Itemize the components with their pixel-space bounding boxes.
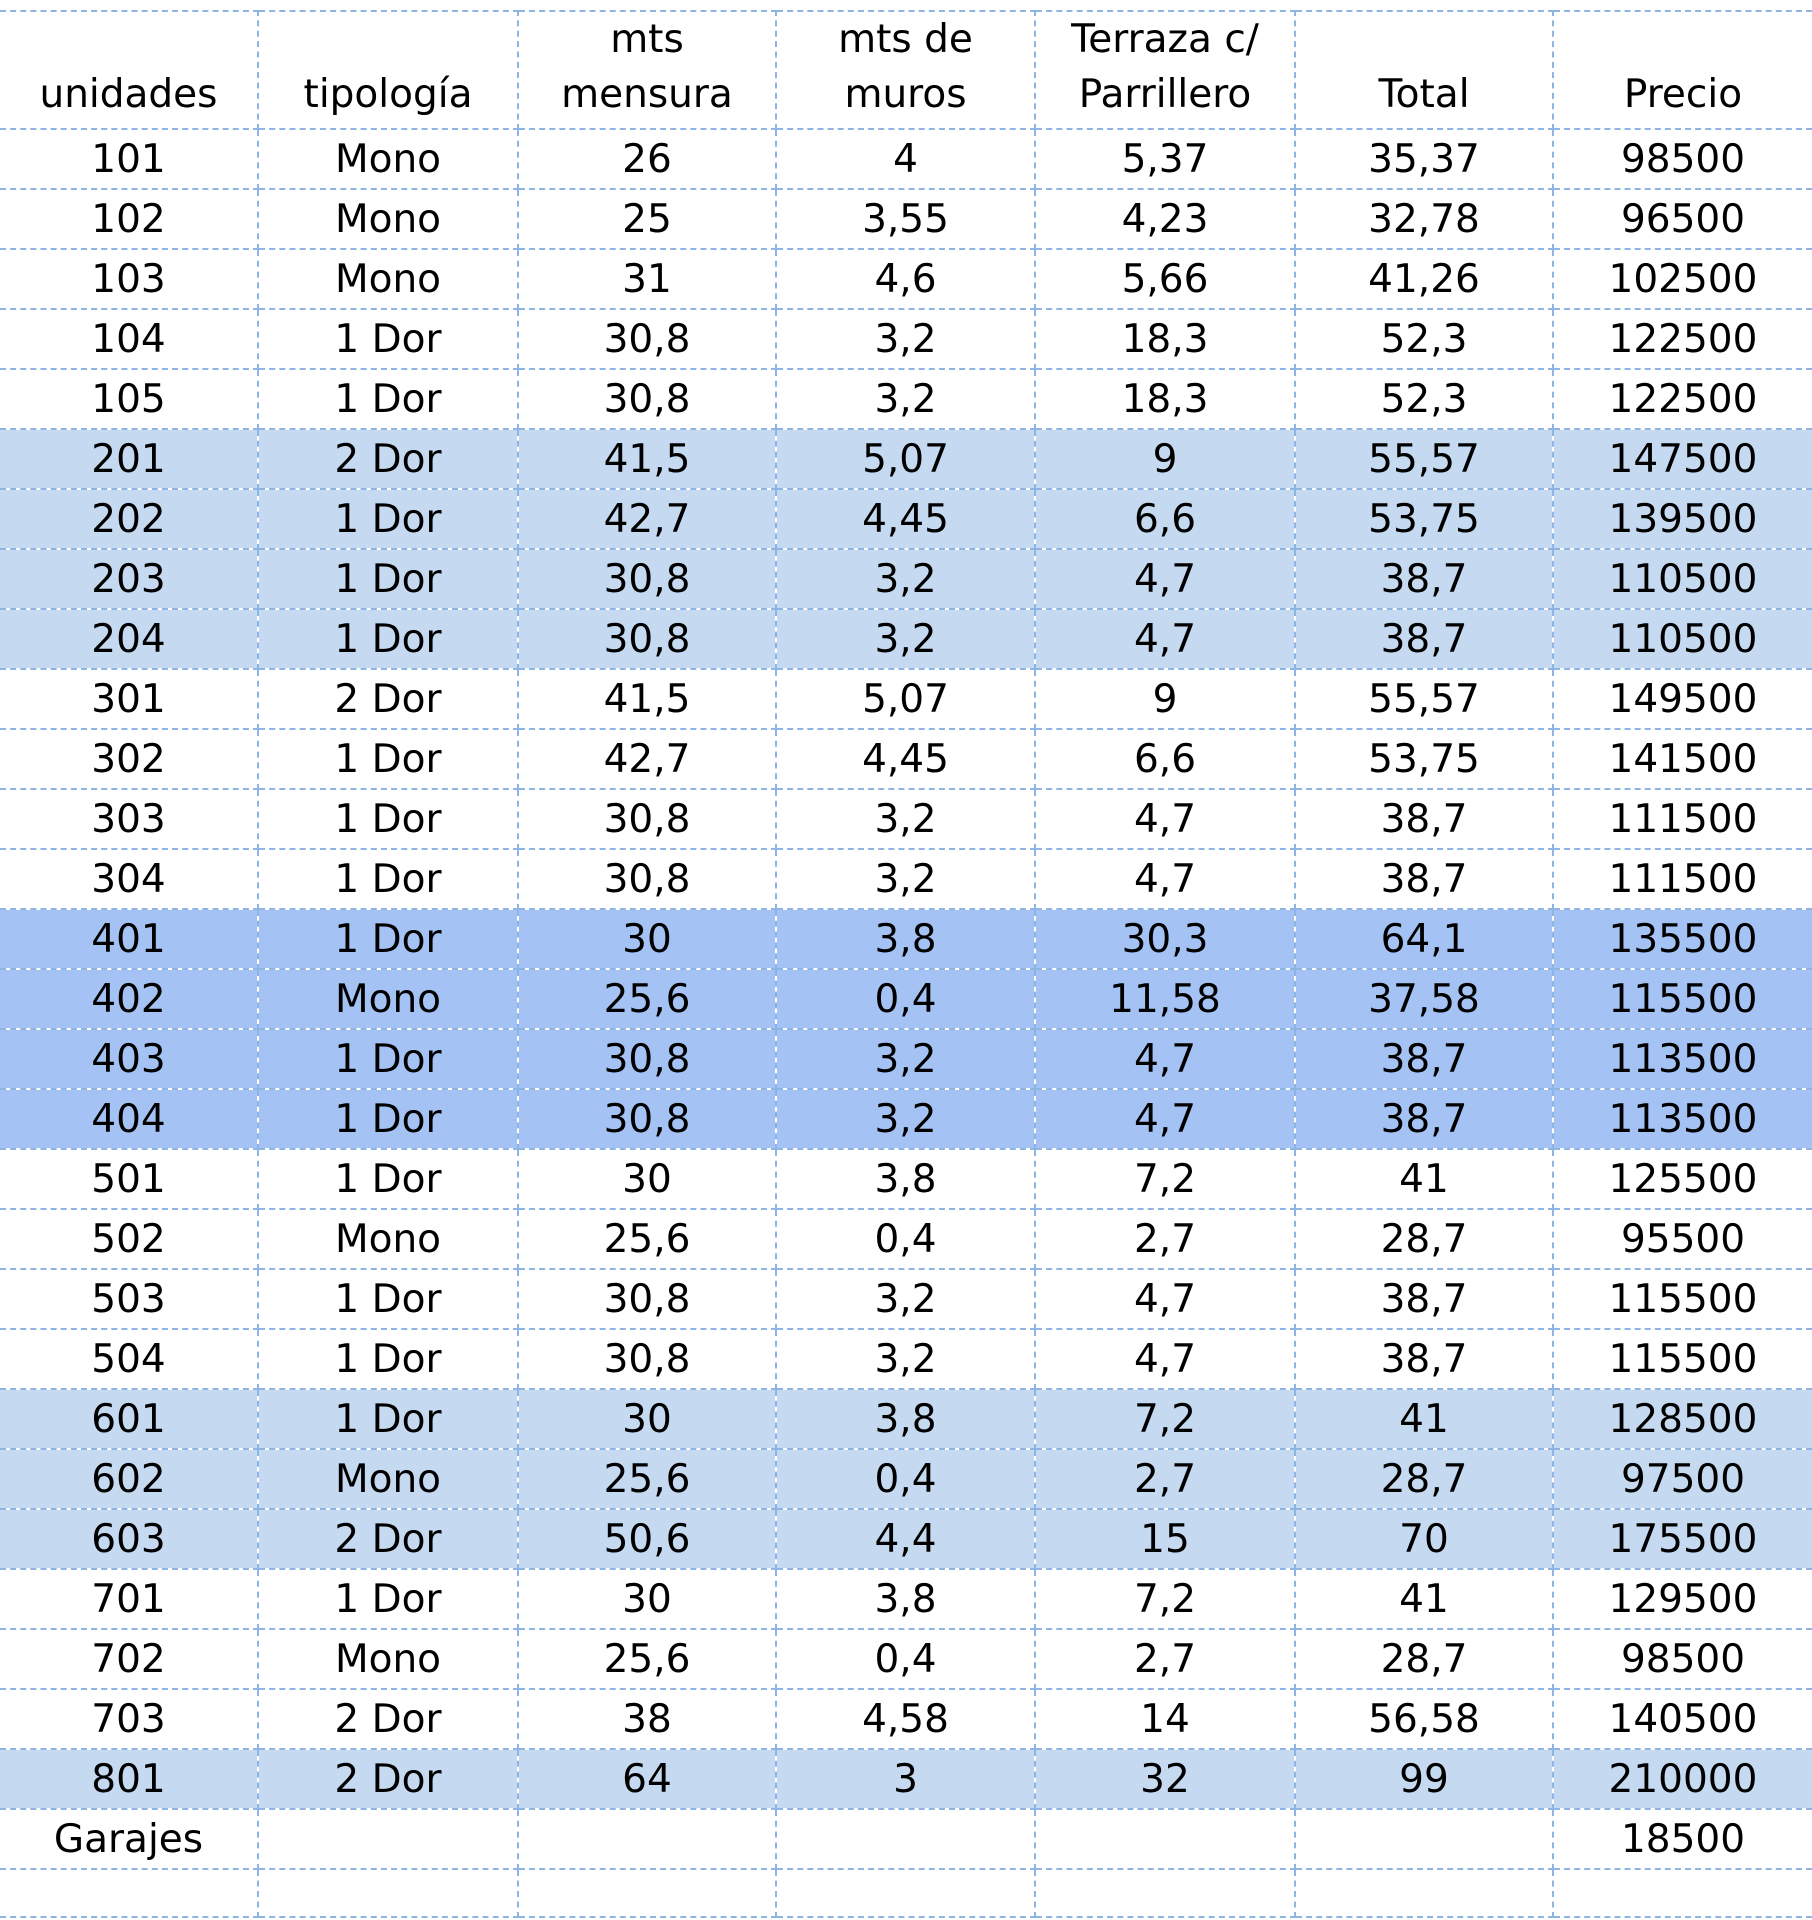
cell-total[interactable]: 41,26 [1295, 249, 1553, 309]
table-row [0, 1269, 1812, 1329]
table-row [0, 1329, 1812, 1389]
cell-total[interactable]: 37,58 [1295, 969, 1553, 1029]
cell-total[interactable]: 64,1 [1295, 909, 1553, 969]
cell-terraza[interactable]: 4,7 [1035, 549, 1295, 609]
cell-precio[interactable]: 95500 [1553, 1209, 1812, 1269]
cell-total[interactable]: 41 [1295, 1569, 1553, 1629]
cell-tipologia[interactable] [258, 1809, 518, 1869]
header-precio-line: Precio [1623, 72, 1743, 117]
cell-unidad[interactable]: 102 [0, 189, 258, 249]
cell-precio[interactable]: 111500 [1553, 849, 1812, 909]
cell-terraza[interactable]: 2,7 [1035, 1629, 1295, 1689]
cell-mts-muros[interactable]: 3 [776, 1749, 1035, 1809]
cell-unidad[interactable]: 402 [0, 969, 258, 1029]
cell-total[interactable]: 32,78 [1295, 189, 1553, 249]
cell-tipologia[interactable]: 2 Dor [258, 429, 518, 489]
cell-precio[interactable]: 140500 [1553, 1689, 1812, 1749]
cell-precio[interactable]: 115500 [1553, 969, 1812, 1029]
cell-terraza[interactable]: 18,3 [1035, 369, 1295, 429]
table-row [0, 249, 1812, 309]
cell-terraza[interactable] [1035, 1809, 1295, 1869]
cell-total[interactable]: 35,37 [1295, 129, 1553, 189]
cell-tipologia[interactable]: Mono [258, 1449, 518, 1509]
cell-terraza[interactable]: 15 [1035, 1509, 1295, 1569]
cell-terraza[interactable]: 5,37 [1035, 129, 1295, 189]
blank-cell[interactable] [776, 1869, 1035, 1917]
cell-mts-muros[interactable]: 5,07 [776, 669, 1035, 729]
blank-cell[interactable] [0, 1869, 258, 1917]
blank-cell[interactable] [518, 1869, 776, 1917]
cell-mts-muros[interactable]: 3,8 [776, 1569, 1035, 1629]
price-table [0, 10, 1812, 1918]
cell-precio[interactable]: 18500 [1553, 1809, 1812, 1869]
cell-precio[interactable]: 111500 [1553, 789, 1812, 849]
cell-total[interactable]: 28,7 [1295, 1449, 1553, 1509]
header-total-line: Total [1378, 72, 1470, 117]
table-body [0, 129, 1812, 1917]
cell-unidad[interactable]: 202 [0, 489, 258, 549]
cell-tipologia[interactable]: 2 Dor [258, 669, 518, 729]
table-row [0, 1569, 1812, 1629]
header-mts-mensura-line-2: mensura [561, 72, 733, 117]
cell-precio[interactable]: 129500 [1553, 1569, 1812, 1629]
cell-mts-mensura[interactable]: 26 [518, 129, 776, 189]
cell-total[interactable]: 38,7 [1295, 789, 1553, 849]
cell-mts-muros[interactable] [776, 1809, 1035, 1869]
cell-terraza[interactable]: 4,23 [1035, 189, 1295, 249]
cell-precio[interactable]: 139500 [1553, 489, 1812, 549]
cell-tipologia[interactable]: 1 Dor [258, 1269, 518, 1329]
cell-terraza[interactable]: 9 [1035, 669, 1295, 729]
cell-terraza[interactable]: 4,7 [1035, 609, 1295, 669]
cell-total[interactable]: 38,7 [1295, 609, 1553, 669]
cell-mts-muros[interactable]: 5,07 [776, 429, 1035, 489]
table-row [0, 369, 1812, 429]
cell-mts-muros[interactable]: 3,8 [776, 909, 1035, 969]
cell-tipologia[interactable]: 1 Dor [258, 1569, 518, 1629]
cell-total[interactable]: 38,7 [1295, 549, 1553, 609]
cell-mts-mensura[interactable]: 64 [518, 1749, 776, 1809]
cell-mts-mensura[interactable]: 30,8 [518, 1029, 776, 1089]
cell-mts-mensura[interactable]: 25,6 [518, 1629, 776, 1689]
cell-tipologia[interactable]: 1 Dor [258, 609, 518, 669]
cell-precio[interactable]: 147500 [1553, 429, 1812, 489]
header-terraza[interactable] [1035, 11, 1295, 129]
header-unidades-line: unidades [39, 72, 218, 117]
cell-unidad[interactable]: 504 [0, 1329, 258, 1389]
cell-total[interactable]: 38,7 [1295, 1329, 1553, 1389]
cell-unidad[interactable]: 304 [0, 849, 258, 909]
cell-tipologia[interactable]: 1 Dor [258, 489, 518, 549]
table-row [0, 549, 1812, 609]
blank-cell[interactable] [1553, 1869, 1812, 1917]
cell-precio[interactable]: 141500 [1553, 729, 1812, 789]
cell-tipologia[interactable]: Mono [258, 249, 518, 309]
cell-mts-muros[interactable]: 3,2 [776, 309, 1035, 369]
cell-mts-muros[interactable]: 3,2 [776, 1089, 1035, 1149]
cell-unidad[interactable]: 502 [0, 1209, 258, 1269]
cell-total[interactable]: 38,7 [1295, 1089, 1553, 1149]
cell-tipologia[interactable]: 2 Dor [258, 1749, 518, 1809]
cell-terraza[interactable]: 4,7 [1035, 789, 1295, 849]
table-row [0, 1209, 1812, 1269]
cell-precio[interactable]: 122500 [1553, 369, 1812, 429]
cell-terraza[interactable]: 2,7 [1035, 1449, 1295, 1509]
table-row [0, 1389, 1812, 1449]
cell-tipologia[interactable]: 1 Dor [258, 789, 518, 849]
cell-unidad[interactable]: 204 [0, 609, 258, 669]
table-row [0, 609, 1812, 669]
cell-tipologia[interactable]: 2 Dor [258, 1509, 518, 1569]
cell-mts-muros[interactable]: 4,4 [776, 1509, 1035, 1569]
cell-mts-mensura[interactable]: 30 [518, 1569, 776, 1629]
header-mts-mensura-line-1: mts [610, 17, 684, 62]
cell-mts-muros[interactable]: 4,58 [776, 1689, 1035, 1749]
cell-terraza[interactable]: 2,7 [1035, 1209, 1295, 1269]
cell-terraza[interactable]: 32 [1035, 1749, 1295, 1809]
cell-mts-mensura[interactable]: 25,6 [518, 1209, 776, 1269]
cell-total[interactable]: 56,58 [1295, 1689, 1553, 1749]
cell-unidad[interactable]: 101 [0, 129, 258, 189]
cell-precio[interactable]: 97500 [1553, 1449, 1812, 1509]
cell-mts-muros[interactable]: 3,2 [776, 789, 1035, 849]
cell-total[interactable]: 38,7 [1295, 1269, 1553, 1329]
cell-precio[interactable]: 110500 [1553, 609, 1812, 669]
cell-terraza[interactable]: 4,7 [1035, 1029, 1295, 1089]
table-row [0, 1449, 1812, 1509]
cell-mts-mensura[interactable]: 25,6 [518, 969, 776, 1029]
cell-total[interactable]: 38,7 [1295, 849, 1553, 909]
cell-unidad[interactable]: 703 [0, 1689, 258, 1749]
cell-total[interactable]: 99 [1295, 1749, 1553, 1809]
table-row [0, 1089, 1812, 1149]
cell-precio[interactable]: 115500 [1553, 1269, 1812, 1329]
cell-precio[interactable]: 128500 [1553, 1389, 1812, 1449]
table-row [0, 669, 1812, 729]
cell-terraza[interactable]: 4,7 [1035, 1089, 1295, 1149]
cell-mts-muros[interactable]: 3,2 [776, 1029, 1035, 1089]
cell-unidad[interactable]: 203 [0, 549, 258, 609]
header-tipologia-line: tipología [303, 72, 473, 117]
cell-mts-mensura[interactable]: 30,8 [518, 549, 776, 609]
cell-total[interactable] [1295, 1809, 1553, 1869]
cell-terraza[interactable]: 6,6 [1035, 489, 1295, 549]
cell-total[interactable]: 41 [1295, 1389, 1553, 1449]
cell-unidad[interactable]: 104 [0, 309, 258, 369]
cell-precio[interactable]: 149500 [1553, 669, 1812, 729]
cell-total[interactable]: 52,3 [1295, 369, 1553, 429]
cell-precio[interactable]: 135500 [1553, 909, 1812, 969]
cell-terraza[interactable]: 4,7 [1035, 849, 1295, 909]
header-terraza-line-2: Parrillero [1078, 72, 1252, 117]
cell-unidad[interactable]: 403 [0, 1029, 258, 1089]
cell-mts-mensura[interactable]: 30 [518, 1389, 776, 1449]
cell-tipologia[interactable]: 1 Dor [258, 1329, 518, 1389]
cell-terraza[interactable]: 6,6 [1035, 729, 1295, 789]
cell-mts-mensura[interactable]: 41,5 [518, 669, 776, 729]
cell-unidad[interactable]: 503 [0, 1269, 258, 1329]
cell-precio[interactable]: 98500 [1553, 129, 1812, 189]
cell-terraza[interactable]: 9 [1035, 429, 1295, 489]
cell-total[interactable]: 53,75 [1295, 489, 1553, 549]
cell-unidad[interactable]: Garajes [0, 1809, 258, 1869]
cell-tipologia[interactable]: 1 Dor [258, 849, 518, 909]
cell-mts-mensura[interactable]: 30 [518, 909, 776, 969]
header-terraza-line-1: Terraza c/ [1071, 17, 1259, 62]
cell-mts-muros[interactable]: 3,2 [776, 1269, 1035, 1329]
header-mts-muros[interactable] [776, 11, 1035, 129]
table-row [0, 489, 1812, 549]
cell-mts-mensura[interactable]: 30,8 [518, 849, 776, 909]
cell-mts-muros[interactable]: 0,4 [776, 1629, 1035, 1689]
cell-precio[interactable]: 115500 [1553, 1329, 1812, 1389]
cell-total[interactable]: 28,7 [1295, 1629, 1553, 1689]
cell-tipologia[interactable]: Mono [258, 1629, 518, 1689]
cell-mts-muros[interactable]: 4 [776, 129, 1035, 189]
cell-mts-mensura[interactable]: 41,5 [518, 429, 776, 489]
cell-unidad[interactable]: 201 [0, 429, 258, 489]
cell-mts-muros[interactable]: 0,4 [776, 1209, 1035, 1269]
blank-cell[interactable] [1035, 1869, 1295, 1917]
table-row [0, 1749, 1812, 1809]
cell-mts-mensura[interactable]: 25,6 [518, 1449, 776, 1509]
cell-tipologia[interactable]: 1 Dor [258, 909, 518, 969]
cell-tipologia[interactable]: 1 Dor [258, 369, 518, 429]
table-row [0, 909, 1812, 969]
cell-terraza[interactable]: 18,3 [1035, 309, 1295, 369]
cell-total[interactable]: 70 [1295, 1509, 1553, 1569]
table-row [0, 1629, 1812, 1689]
cell-terraza[interactable]: 4,7 [1035, 1329, 1295, 1389]
cell-terraza[interactable]: 5,66 [1035, 249, 1295, 309]
header-mts-mensura[interactable] [518, 11, 776, 129]
table-row [0, 789, 1812, 849]
table-row [0, 189, 1812, 249]
cell-terraza[interactable]: 7,2 [1035, 1149, 1295, 1209]
cell-mts-muros[interactable]: 3,8 [776, 1149, 1035, 1209]
cell-mts-mensura[interactable]: 30,8 [518, 1089, 776, 1149]
header-precio[interactable] [1553, 11, 1812, 129]
cell-unidad[interactable]: 404 [0, 1089, 258, 1149]
cell-mts-mensura[interactable]: 25 [518, 189, 776, 249]
cell-tipologia[interactable]: 1 Dor [258, 1089, 518, 1149]
cell-precio[interactable]: 96500 [1553, 189, 1812, 249]
cell-precio[interactable]: 113500 [1553, 1029, 1812, 1089]
cell-tipologia[interactable]: Mono [258, 129, 518, 189]
cell-total[interactable]: 52,3 [1295, 309, 1553, 369]
cell-tipologia[interactable]: 1 Dor [258, 1029, 518, 1089]
cell-precio[interactable]: 98500 [1553, 1629, 1812, 1689]
blank-cell[interactable] [1295, 1869, 1553, 1917]
blank-cell[interactable] [258, 1869, 518, 1917]
cell-tipologia[interactable]: 1 Dor [258, 309, 518, 369]
cell-mts-muros[interactable]: 4,45 [776, 489, 1035, 549]
cell-unidad[interactable]: 303 [0, 789, 258, 849]
table-row [0, 309, 1812, 369]
cell-tipologia[interactable]: Mono [258, 189, 518, 249]
cell-total[interactable]: 55,57 [1295, 669, 1553, 729]
header-mts-muros-line-1: mts de [838, 17, 973, 62]
cell-terraza[interactable]: 7,2 [1035, 1569, 1295, 1629]
cell-unidad[interactable]: 105 [0, 369, 258, 429]
cell-mts-mensura[interactable]: 30,8 [518, 1329, 776, 1389]
cell-unidad[interactable]: 601 [0, 1389, 258, 1449]
cell-mts-mensura[interactable]: 30,8 [518, 369, 776, 429]
cell-mts-muros[interactable]: 4,6 [776, 249, 1035, 309]
cell-mts-mensura[interactable]: 30,8 [518, 609, 776, 669]
table-row [0, 429, 1812, 489]
table-row [0, 129, 1812, 189]
cell-unidad[interactable]: 701 [0, 1569, 258, 1629]
cell-unidad[interactable]: 501 [0, 1149, 258, 1209]
cell-unidad[interactable]: 603 [0, 1509, 258, 1569]
cell-mts-mensura[interactable]: 38 [518, 1689, 776, 1749]
cell-mts-mensura[interactable]: 42,7 [518, 729, 776, 789]
cell-mts-muros[interactable]: 0,4 [776, 1449, 1035, 1509]
cell-unidad[interactable]: 602 [0, 1449, 258, 1509]
cell-unidad[interactable]: 103 [0, 249, 258, 309]
table-row [0, 969, 1812, 1029]
header-tipologia[interactable] [258, 11, 518, 129]
cell-total[interactable]: 38,7 [1295, 1029, 1553, 1089]
cell-unidad[interactable]: 301 [0, 669, 258, 729]
cell-mts-mensura[interactable]: 30 [518, 1149, 776, 1209]
header-total[interactable] [1295, 11, 1553, 129]
cell-total[interactable]: 55,57 [1295, 429, 1553, 489]
cell-mts-muros[interactable]: 3,2 [776, 1329, 1035, 1389]
cell-tipologia[interactable]: 1 Dor [258, 1149, 518, 1209]
cell-mts-mensura[interactable]: 30,8 [518, 309, 776, 369]
cell-terraza[interactable]: 7,2 [1035, 1389, 1295, 1449]
cell-terraza[interactable]: 11,58 [1035, 969, 1295, 1029]
cell-tipologia[interactable]: Mono [258, 1209, 518, 1269]
cell-mts-mensura[interactable] [518, 1809, 776, 1869]
cell-precio[interactable]: 125500 [1553, 1149, 1812, 1209]
cell-mts-muros[interactable]: 3,8 [776, 1389, 1035, 1449]
cell-total[interactable]: 53,75 [1295, 729, 1553, 789]
cell-total[interactable]: 41 [1295, 1149, 1553, 1209]
table-row [0, 729, 1812, 789]
cell-precio[interactable]: 102500 [1553, 249, 1812, 309]
cell-precio[interactable]: 122500 [1553, 309, 1812, 369]
cell-unidad[interactable]: 801 [0, 1749, 258, 1809]
cell-mts-muros[interactable]: 3,2 [776, 609, 1035, 669]
cell-terraza[interactable]: 30,3 [1035, 909, 1295, 969]
cell-tipologia[interactable]: Mono [258, 969, 518, 1029]
header-unidades[interactable] [0, 11, 258, 129]
cell-mts-mensura[interactable]: 31 [518, 249, 776, 309]
cell-mts-muros[interactable]: 4,45 [776, 729, 1035, 789]
cell-mts-muros[interactable]: 3,2 [776, 369, 1035, 429]
cell-precio[interactable]: 113500 [1553, 1089, 1812, 1149]
cell-mts-muros[interactable]: 3,55 [776, 189, 1035, 249]
cell-mts-mensura[interactable]: 30,8 [518, 789, 776, 849]
cell-precio[interactable]: 210000 [1553, 1749, 1812, 1809]
cell-terraza[interactable]: 14 [1035, 1689, 1295, 1749]
cell-unidad[interactable]: 401 [0, 909, 258, 969]
table-row [0, 1029, 1812, 1089]
cell-tipologia[interactable]: 1 Dor [258, 1389, 518, 1449]
blank-row [0, 1869, 1812, 1917]
cell-tipologia[interactable]: 2 Dor [258, 1689, 518, 1749]
cell-mts-mensura[interactable]: 50,6 [518, 1509, 776, 1569]
header-row [0, 11, 1812, 129]
cell-tipologia[interactable]: 1 Dor [258, 729, 518, 789]
cell-mts-mensura[interactable]: 42,7 [518, 489, 776, 549]
cell-mts-muros[interactable]: 3,2 [776, 549, 1035, 609]
cell-mts-muros[interactable]: 0,4 [776, 969, 1035, 1029]
table-row [0, 1149, 1812, 1209]
cell-unidad[interactable]: 302 [0, 729, 258, 789]
table-row [0, 1809, 1812, 1869]
cell-mts-muros[interactable]: 3,2 [776, 849, 1035, 909]
table-row [0, 849, 1812, 909]
cell-tipologia[interactable]: 1 Dor [258, 549, 518, 609]
table-row [0, 1509, 1812, 1569]
table-row [0, 1689, 1812, 1749]
cell-mts-mensura[interactable]: 30,8 [518, 1269, 776, 1329]
cell-terraza[interactable]: 4,7 [1035, 1269, 1295, 1329]
cell-total[interactable]: 28,7 [1295, 1209, 1553, 1269]
cell-precio[interactable]: 110500 [1553, 549, 1812, 609]
cell-precio[interactable]: 175500 [1553, 1509, 1812, 1569]
header-mts-muros-line-2: muros [844, 72, 967, 117]
cell-unidad[interactable]: 702 [0, 1629, 258, 1689]
